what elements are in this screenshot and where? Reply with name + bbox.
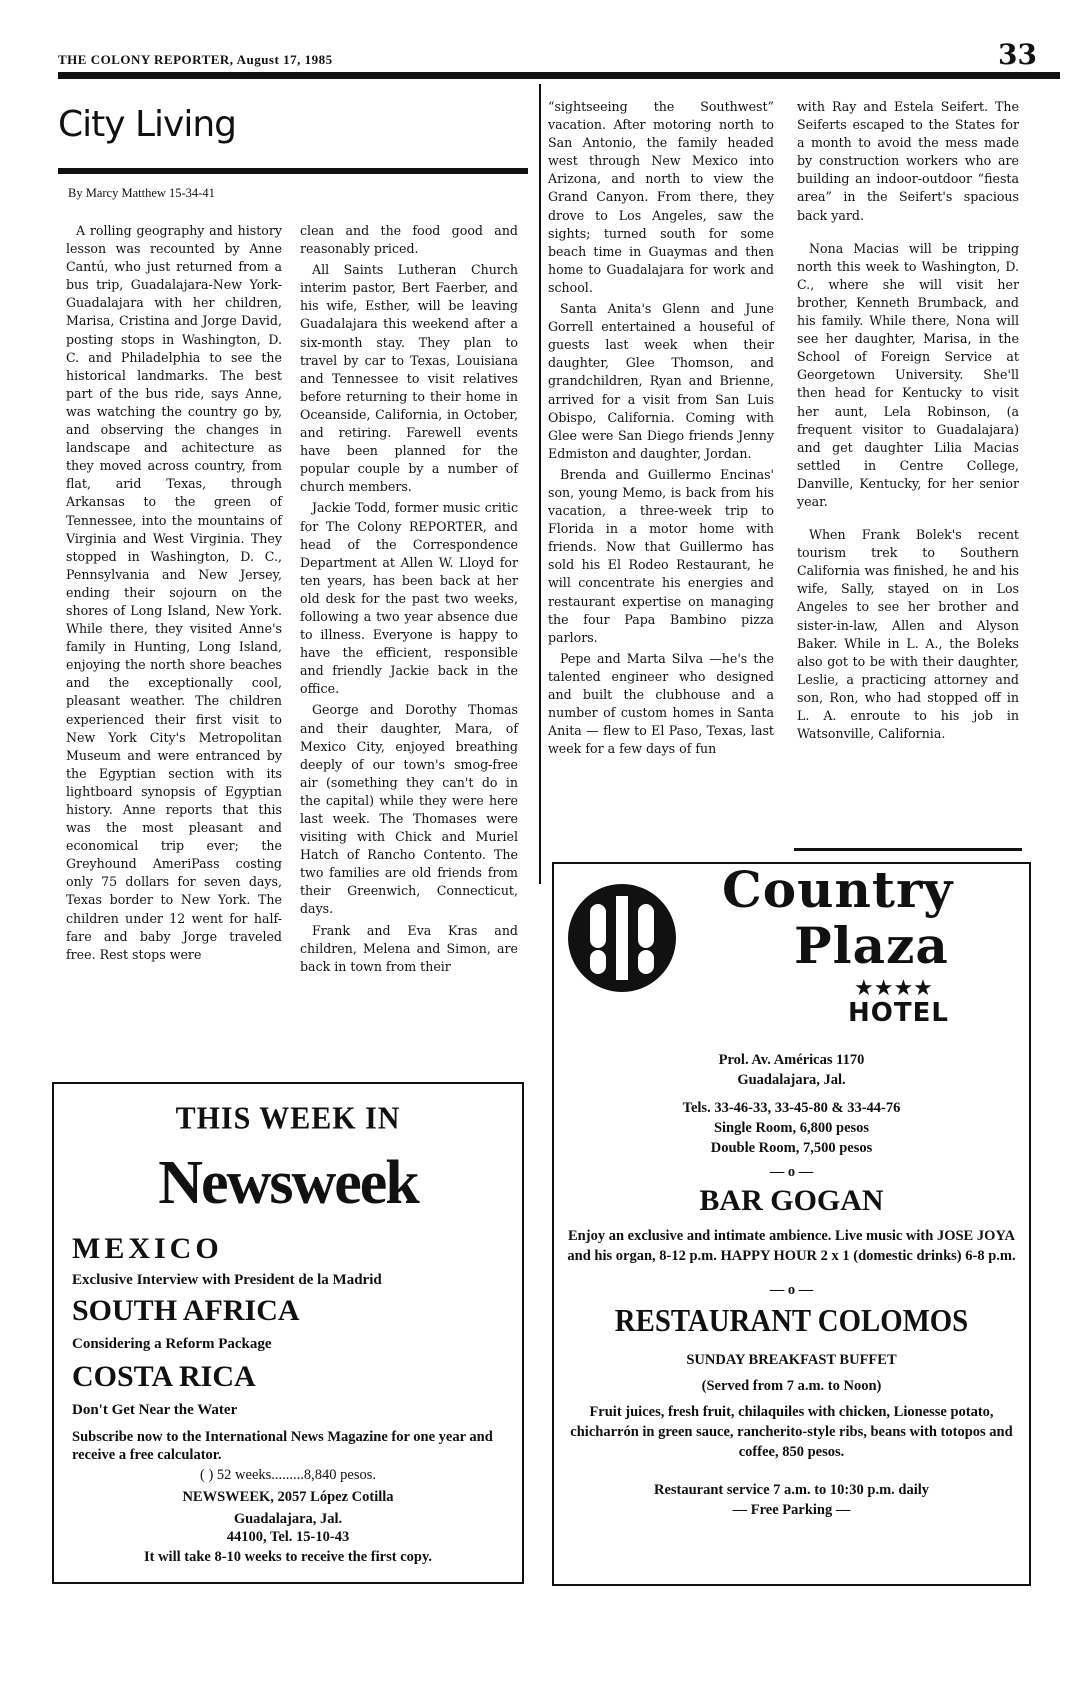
column-end-rule	[794, 848, 1022, 851]
ad-item-heading: MEXICO	[72, 1232, 223, 1265]
country-plaza-ad	[552, 862, 1031, 1586]
hotel-single-rate: Single Room, 6,800 pesos	[713, 1120, 870, 1136]
ad-delivery-note: It will take 8-10 weeks to receive the first copy.	[143, 1549, 433, 1565]
column-divider	[539, 84, 541, 884]
paragraph: with Ray and Estela Seifert. The Seiferts escaped to the States for a month to avoid the mess made by construction workers who are building an indoor-outdoor “fiesta area” in the Seifert's spacious back yard.	[797, 99, 1019, 223]
hotel-address: Prol. Av. Américas 1170	[718, 1052, 865, 1068]
ad-address: NEWSWEEK, 2057 López Cotilla	[182, 1489, 394, 1505]
byline: By Marcy Matthew 15-34-41	[68, 186, 215, 200]
hotel-address: Guadalajara, Jal.	[737, 1072, 846, 1088]
ad-item-heading: SOUTH AFRICA	[72, 1294, 300, 1327]
paragraph: Frank and Eva Kras and children, Melena and Simon, are back in town from their	[300, 922, 518, 974]
article-column-2	[300, 222, 518, 979]
hotel-stars: ★★★★	[854, 976, 933, 1001]
masthead: THE COLONY REPORTER, August 17, 1985	[58, 52, 333, 67]
restaurant-name: RESTAURANT COLOMOS	[614, 1302, 969, 1338]
buffet-hours: (Served from 7 a.m. to Noon)	[701, 1378, 882, 1394]
paragraph: When Frank Bolek's recent tourism trek to Southern California was finished, he and his wife, Sally, stayed on in Los Angeles to see her brother and sister-in-law, Allen and Alyson Baker. While in L. A., the Boleks also got to be with their daughter, Leslie, a practicing attorney and son, Ron, who had stopped off in L. A. enroute to his job in Watsonville, California.	[797, 527, 1019, 742]
ad-item-heading: COSTA RICA	[72, 1360, 256, 1393]
hotel-name-line1: Country	[722, 860, 954, 919]
paragraph: All Saints Lutheran Church interim pastor, Bert Faerber, and his wife, Esther, will be leaving Guadalajara this weekend after a six-month stay. They plan to travel by car to Texas, Louisiana and Tennessee to visit relatives before returning to their home in Oceanside, California, in October, and retiring. Farewell events have been planned for the popular couple by a number of church members.	[300, 262, 518, 495]
hotel-phones: Tels. 33-46-33, 33-45-80 & 33-44-76	[682, 1100, 901, 1116]
page-number: 33	[998, 38, 1037, 71]
ad-address: Guadalajara, Jal.	[233, 1511, 343, 1527]
ad-item-sub: Considering a Reform Package	[72, 1336, 272, 1352]
country-plaza-logo-icon	[568, 884, 676, 992]
paragraph: Santa Anita's Glenn and June Gorrell entertained a houseful of guests last week when their daughter, Glee Thomson, and grandchildren, Ryan and Brienne, arrived for a visit from San Luis Obispo, California. Coming with Glee were San Diego friends Jenny Edmiston and daughter, Jordan.	[548, 301, 774, 461]
separator: — o —	[769, 1282, 814, 1298]
buffet-menu: Fruit juices, fresh fruit, chilaquiles with chicken, Lionesse potato, chicharrón in green sauce, rancherito-style ribs, beans with totopos and coffee, 850 pesos.	[570, 1404, 1013, 1460]
ad-address: 44100, Tel. 15-10-43	[226, 1529, 350, 1545]
paragraph: George and Dorothy Thomas and their daughter, Mara, of Mexico City, enjoyed breathing deeply of our town's smog-free air (something they can't do in the capital) while they were here last week. The Thomases were visiting with Chick and Muriel Hatch of Rancho Contento. The two families are old friends from their Greenwich, Connecticut, days.	[300, 702, 518, 917]
column-title: City Living	[58, 104, 237, 145]
separator: — o —	[769, 1164, 814, 1180]
article-column-4	[797, 98, 1019, 746]
ad-item-sub: Exclusive Interview with President de la Madrid	[72, 1272, 382, 1288]
ad-item-sub: Don't Get Near the Water	[72, 1402, 238, 1418]
newsweek-logo: Newsweek	[158, 1149, 418, 1217]
paragraph: “sightseeing the Southwest” vacation. After motoring north to San Antonio, the family headed west through New Mexico into Arizona, and north to view the Grand Canyon. From there, they drove to Los Angeles, saw the sights; turned south for some beach time in Guaymas and then home to Guadalajara for work and school.	[548, 99, 774, 295]
paragraph: Brenda and Guillermo Encinas' son, young Memo, is back from his vacation, a three-week trip to Florida in a motor home with friends. Now that Guillermo has sold his El Rodeo Restaurant, he will concentrate his energies and restaurant expertise on managing the four Papa Bambino pizza parlors.	[548, 466, 774, 645]
paragraph: clean and the food good and reasonably priced.	[300, 223, 518, 257]
article-column-3	[548, 98, 774, 761]
parking-note: — Free Parking —	[732, 1502, 851, 1518]
buffet-heading: SUNDAY BREAKFAST BUFFET	[686, 1352, 897, 1368]
title-rule	[58, 168, 528, 174]
ad-subscription-option: ( ) 52 weeks.........8,840 pesos.	[200, 1467, 376, 1483]
paragraph: Nona Macias will be tripping north this week to Washington, D. C., where she will visit her brother, Kenneth Brumback, and his family. While there, Nona will see her daughter, Marisa, in the School of Foreign Service at Georgetown University. She'll then head for Kentucky to visit her aunt, Lela Robinson, (a frequent visitor to Guadalajara) and get daughter Lilia Macias settled in Centre College, Danville, Kentucky, for her senior year.	[797, 240, 1019, 509]
paragraph: A rolling geography and history lesson was recounted by Anne Cantú, who just returned from a bus trip, Guadalajara-New York-Guadalajara with her children, Marisa, Cristina and Jorge David, posting stops in Washington, D. C. and Philadelphia to see the historical landmarks. The best part of the bus ride, says Anne, was watching the country go by, and observing the changes in landscape and achitecture as they moved across country, from flat, arid Texas, through Arkansas to the green of Tennessee, into the mountains of Virginia and West Virginia. They stopped in Washington, D. C., Pennsylvania and New Jersey, ending their sojourn on the shores of Long Island, New York. While there, they visited Anne's family in Hunting, Long Island, enjoying the north shore beaches and the exceptionally cool, pleasant weather. The children experienced their first visit to New York City's Metropolitan Museum and were entranced by the Egyptian section with its lightboard synopsis of Egyptian history. Anne reports that this was the most pleasant and economical trip ever; the Greyhound AmeriPass costing only 75 dollars for seven days, Texas border to New York. The children under 12 went for half-fare and baby Jorge traveled free. Rest stops were	[66, 223, 282, 962]
bar-description: Enjoy an exclusive and intimate ambience. Live music with JOSE JOYA and his organ, 8-12 p.m. HAPPY HOUR 2 x 1 (domestic drinks) 6-8 p.m.	[567, 1228, 1016, 1264]
hotel-name-line2: Plaza	[794, 916, 949, 975]
restaurant-service-hours: Restaurant service 7 a.m. to 10:30 p.m. daily	[653, 1482, 930, 1498]
ad-subscribe-text: Subscribe now to the International News Magazine for one year and receive a free calculator.	[72, 1429, 493, 1463]
paragraph: Jackie Todd, former music critic for The Colony REPORTER, and head of the Correspondence Department at Allen W. Lloyd for ten years, has been back at her old desk for the past two weeks, following a two year absence due to illness. Everyone is happy to have the efficient, responsible and friendly Jackie back in the office.	[300, 500, 518, 697]
paragraph: Pepe and Marta Silva —he's the talented engineer who designed and built the clubhouse and a number of custom homes in Santa Anita — flew to El Paso, Texas, last week for a few days of fun	[548, 650, 774, 757]
newsweek-ad	[52, 1082, 524, 1584]
bar-name: BAR GOGAN	[699, 1184, 884, 1217]
ad-this-week-heading: THIS WEEK IN	[175, 1101, 401, 1136]
masthead-rule	[58, 72, 1060, 79]
article-column-1	[66, 222, 282, 967]
hotel-label: HOTEL	[848, 998, 949, 1028]
hotel-double-rate: Double Room, 7,500 pesos	[710, 1140, 873, 1156]
